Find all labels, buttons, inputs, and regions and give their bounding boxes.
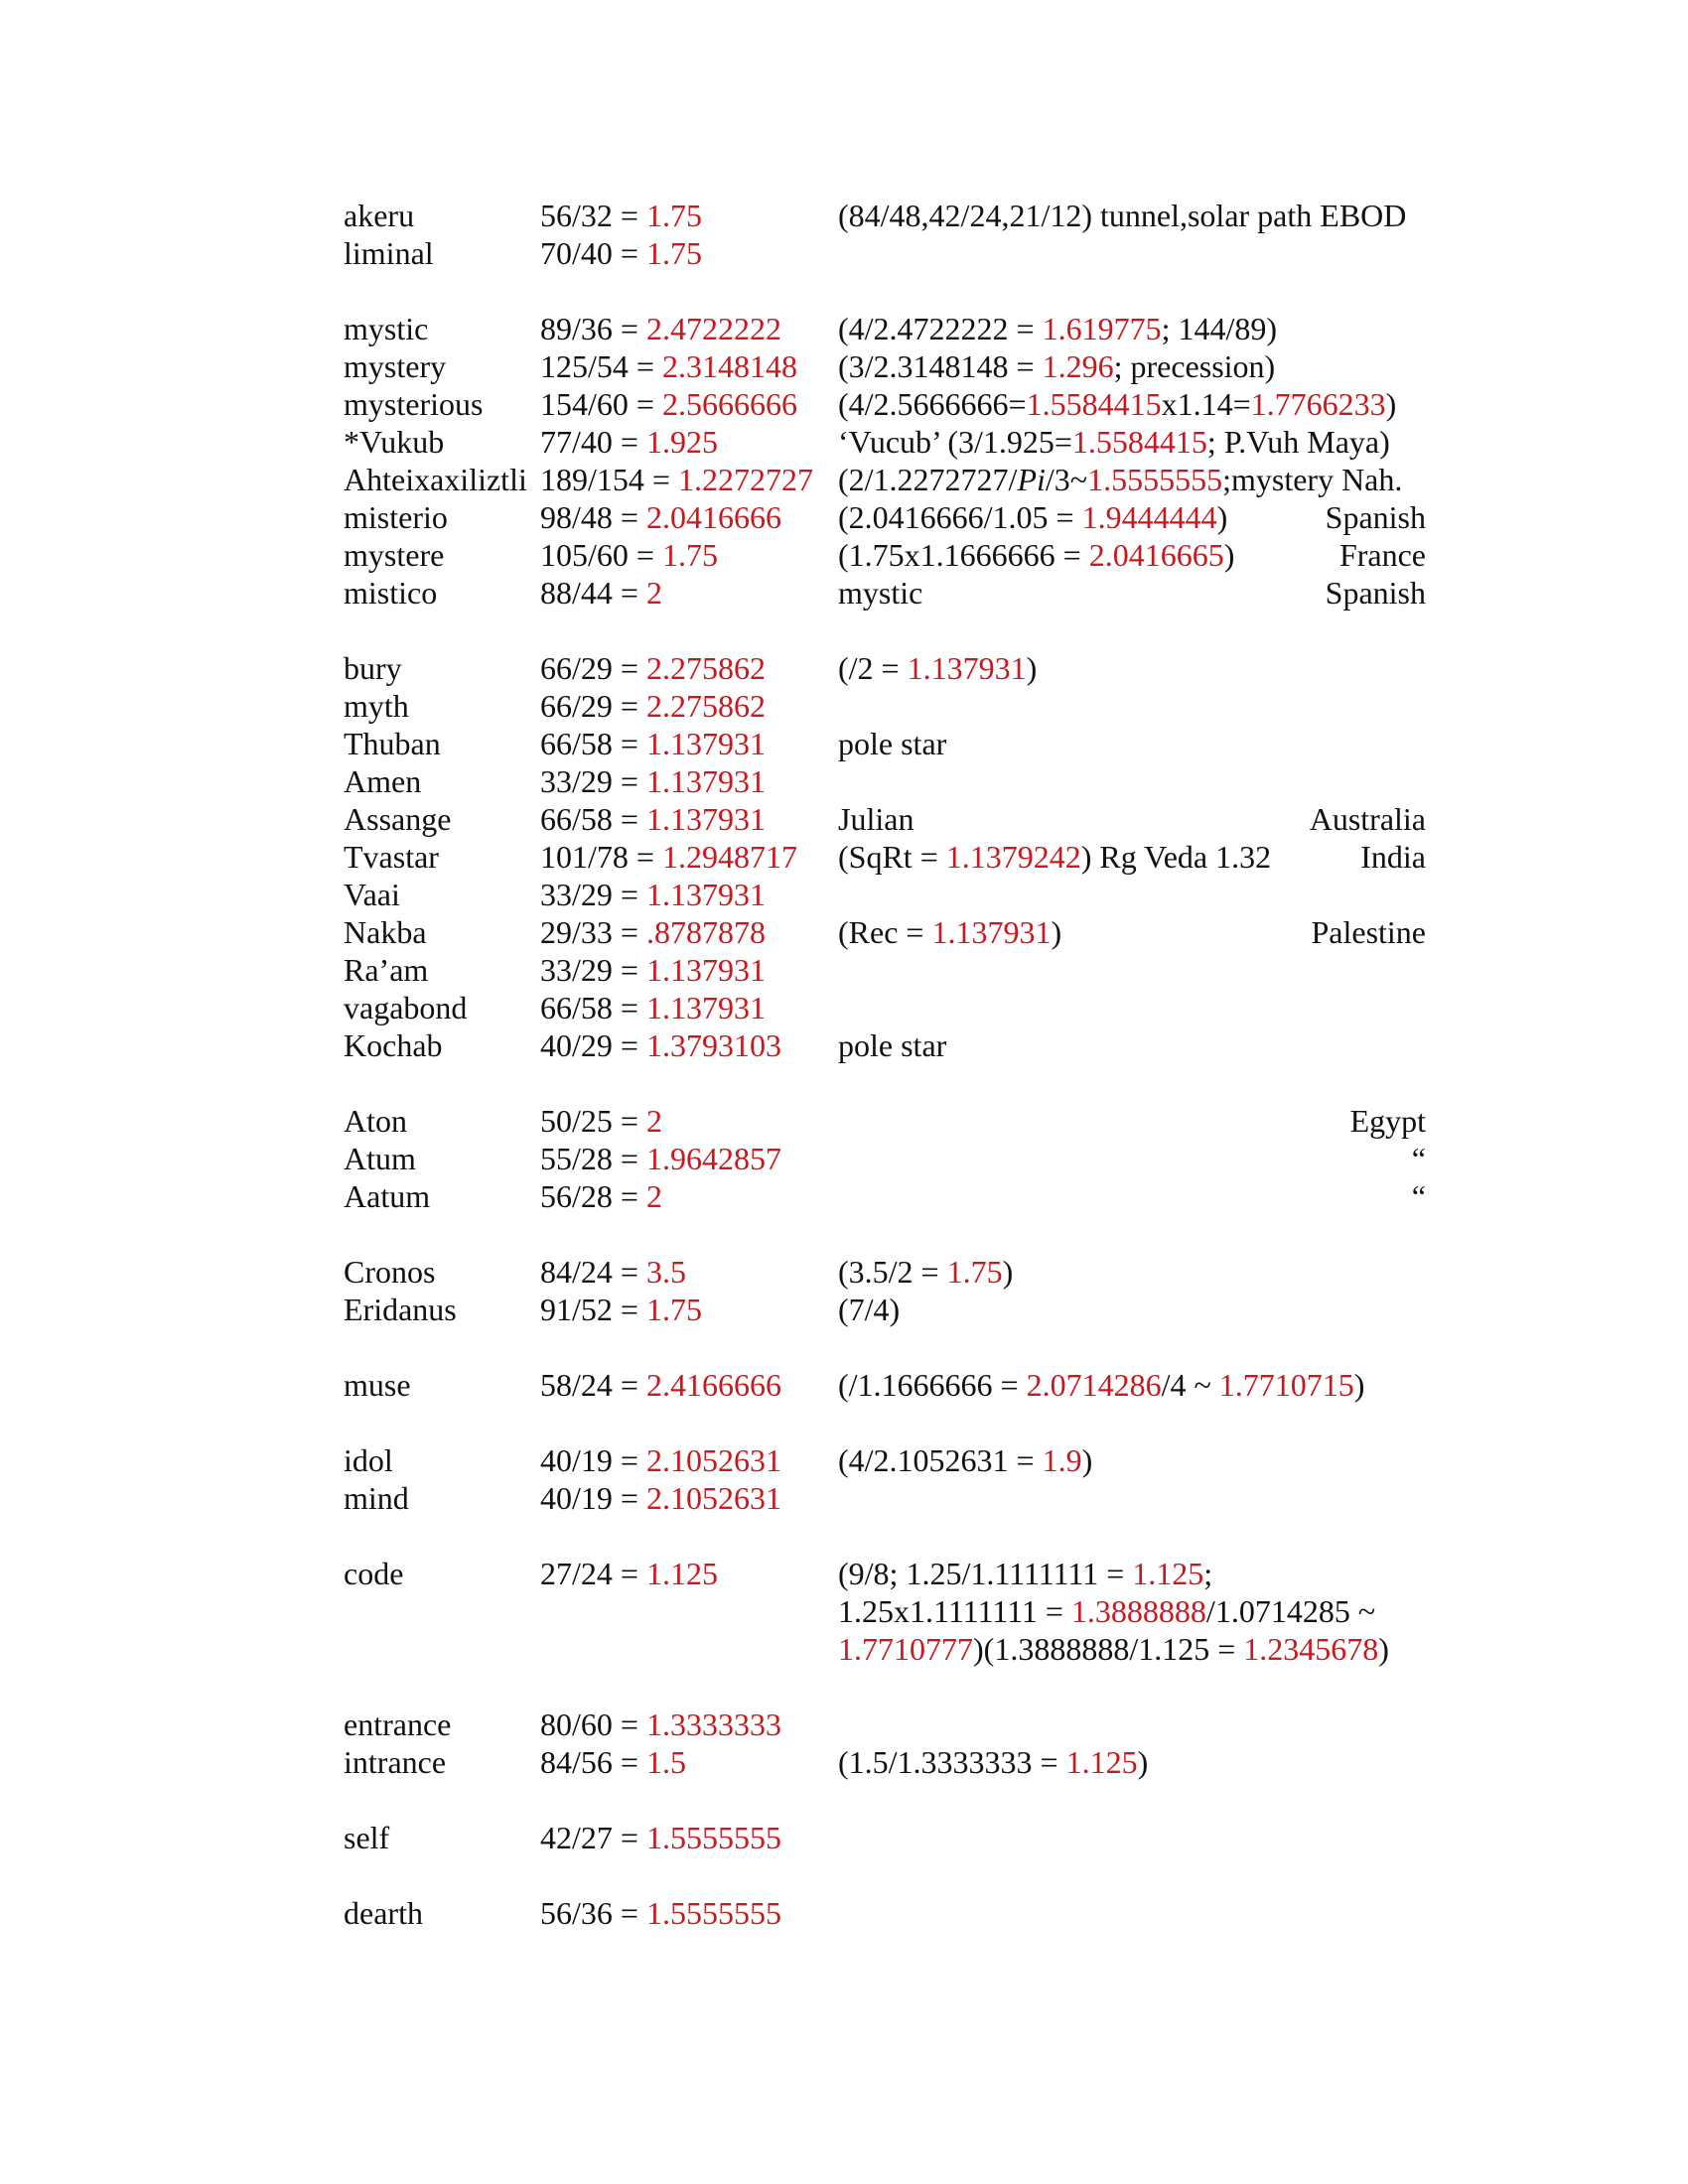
text-segment: 189/154 = xyxy=(540,462,678,497)
text-segment: 42/27 = xyxy=(540,1820,646,1855)
ratio-value: 1.925 xyxy=(645,424,718,460)
ratio-value: 1.9 xyxy=(1042,1442,1082,1478)
ratio-note xyxy=(838,1555,1212,1592)
region-label: Egypt xyxy=(1349,1103,1426,1139)
ratio-note xyxy=(838,1592,1375,1630)
text-segment: x1.14= xyxy=(1161,386,1251,422)
ratio-value: 1.125 xyxy=(645,1556,718,1591)
text-segment: ) xyxy=(1051,914,1062,950)
ratio-note xyxy=(838,498,1227,536)
text-segment: )(1.3888888/1.125 = xyxy=(973,1631,1244,1667)
text-segment: ; xyxy=(1203,1556,1213,1591)
region-label: “ xyxy=(1411,1178,1426,1214)
text-segment: (3.5/2 = xyxy=(838,1254,947,1290)
region-label: France xyxy=(1338,537,1426,573)
ratio-equation xyxy=(540,951,766,989)
text-segment: 98/48 = xyxy=(540,499,646,535)
text-segment: 40/19 = xyxy=(540,1480,646,1516)
table-row xyxy=(344,423,1426,461)
text-segment: 84/56 = xyxy=(540,1744,646,1780)
text-segment: ) xyxy=(1002,1254,1014,1290)
word-label: mystery xyxy=(344,348,447,384)
region-label: “ xyxy=(1411,1141,1426,1176)
text-segment: (4/2.1052631 = xyxy=(838,1442,1043,1478)
region-label: Spanish xyxy=(1325,499,1426,535)
ratio-value: 1.5584415 xyxy=(1026,386,1162,422)
text-segment: 84/24 = xyxy=(540,1254,646,1290)
text-segment: 58/24 = xyxy=(540,1367,646,1403)
ratio-equation xyxy=(540,649,766,687)
text-segment: ) Rg Veda 1.32 xyxy=(1080,839,1272,875)
text-segment: ; 144/89) xyxy=(1161,311,1278,346)
text-segment: 66/58 = xyxy=(540,726,646,761)
ratio-value: 2 xyxy=(645,575,662,611)
ratio-equation xyxy=(540,1479,781,1517)
word-label: Kochab xyxy=(344,1027,443,1063)
text-segment: ;mystery Nah. xyxy=(1222,462,1403,497)
ratio-value: 1.75 xyxy=(645,235,702,271)
table-row xyxy=(344,1441,1426,1479)
ratio-equation xyxy=(540,687,766,725)
word-label: Amen xyxy=(344,763,422,799)
text-segment: 56/36 = xyxy=(540,1895,646,1931)
ratio-value: 1.137931 xyxy=(645,763,766,799)
ratio-value: 2.4166666 xyxy=(645,1367,781,1403)
text-segment: 27/24 = xyxy=(540,1556,646,1591)
ratio-value: 1.75 xyxy=(645,198,702,233)
word-label: Eridanus xyxy=(344,1292,457,1327)
text-segment: 33/29 = xyxy=(540,952,646,988)
ratio-value: 1.5 xyxy=(645,1744,686,1780)
ratio-value: 1.3333333 xyxy=(645,1706,781,1742)
text-segment: Pi xyxy=(1017,462,1046,497)
word-label: liminal xyxy=(344,235,434,271)
ratio-value: 1.137931 xyxy=(645,990,766,1025)
text-segment: 101/78 = xyxy=(540,839,662,875)
ratio-value: 1.75 xyxy=(946,1254,1003,1290)
word-label: Nakba xyxy=(344,914,427,950)
text-segment: (84/48,42/24,21/12) tunnel,solar path EBOD xyxy=(838,198,1407,233)
text-segment: ) xyxy=(1026,650,1038,686)
text-segment: ) xyxy=(1081,1442,1093,1478)
text-segment: 66/58 = xyxy=(540,990,646,1025)
text-segment: ) xyxy=(1137,1744,1149,1780)
section-gap xyxy=(344,1668,1426,1706)
word-label: Cronos xyxy=(344,1254,436,1290)
ratio-equation xyxy=(540,1743,686,1781)
document-body xyxy=(344,197,1426,1932)
ratio-equation xyxy=(540,574,662,612)
text-segment: (4/2.5666666= xyxy=(838,386,1027,422)
ratio-note xyxy=(838,347,1275,385)
table-row xyxy=(344,687,1426,725)
ratio-value: 2.3148148 xyxy=(661,348,797,384)
ratio-equation xyxy=(540,1894,781,1932)
table-row xyxy=(344,913,1426,951)
ratio-note xyxy=(838,838,1271,876)
ratio-note xyxy=(838,1253,1013,1291)
ratio-value: 1.619775 xyxy=(1042,311,1162,346)
text-segment: (9/8; 1.25/1.1111111 = xyxy=(838,1556,1133,1591)
text-segment: /3~ xyxy=(1045,462,1088,497)
text-segment: ; precession) xyxy=(1113,348,1276,384)
word-label: mistico xyxy=(344,575,438,611)
word-label: Thuban xyxy=(344,726,441,761)
table-row xyxy=(344,1366,1426,1404)
ratio-equation xyxy=(540,989,766,1026)
ratio-equation xyxy=(540,1102,662,1140)
table-row xyxy=(344,725,1426,762)
word-label: Aatum xyxy=(344,1178,431,1214)
table-row xyxy=(344,1479,1426,1517)
text-segment: 33/29 = xyxy=(540,877,646,912)
ratio-equation xyxy=(540,234,702,272)
ratio-value: 1.137931 xyxy=(931,914,1052,950)
ratio-value: 1.137931 xyxy=(645,726,766,761)
ratio-value: 1.75 xyxy=(645,1292,702,1327)
ratio-value: 2.1052631 xyxy=(645,1442,781,1478)
region-label: Palestine xyxy=(1311,914,1426,950)
word-label: misterio xyxy=(344,499,448,535)
text-segment: ) xyxy=(1223,537,1235,573)
ratio-value: 1.137931 xyxy=(645,877,766,912)
ratio-value: 2.1052631 xyxy=(645,1480,781,1516)
ratio-note xyxy=(838,423,1390,461)
table-row xyxy=(344,234,1426,272)
table-row xyxy=(344,461,1426,498)
table-row xyxy=(344,310,1426,347)
text-segment: (1.5/1.3333333 = xyxy=(838,1744,1066,1780)
text-segment: ; P.Vuh Maya) xyxy=(1206,424,1390,460)
text-segment: 50/25 = xyxy=(540,1103,646,1139)
word-label: dearth xyxy=(344,1895,423,1931)
text-segment: 80/60 = xyxy=(540,1706,646,1742)
ratio-value: 2.0416665 xyxy=(1088,537,1224,573)
ratio-note xyxy=(838,649,1037,687)
table-row xyxy=(344,498,1426,536)
ratio-equation xyxy=(540,1706,781,1743)
table-row xyxy=(344,536,1426,574)
text-segment: (3/2.3148148 = xyxy=(838,348,1043,384)
word-label: Ahteixaxiliztli xyxy=(344,462,527,497)
word-label: code xyxy=(344,1556,404,1591)
ratio-note xyxy=(838,800,914,838)
ratio-equation xyxy=(540,800,766,838)
word-label: mystere xyxy=(344,537,445,573)
ratio-value: .8787878 xyxy=(645,914,766,950)
word-label: akeru xyxy=(344,198,415,233)
ratio-value: 1.3888888 xyxy=(1070,1593,1206,1629)
word-label: bury xyxy=(344,650,402,686)
word-label: mind xyxy=(344,1480,409,1516)
section-gap xyxy=(344,272,1426,310)
region-label: Australia xyxy=(1309,801,1426,837)
text-segment: 29/33 = xyxy=(540,914,646,950)
ratio-note xyxy=(838,197,1406,234)
ratio-value: 1.137931 xyxy=(645,952,766,988)
text-segment: 125/54 = xyxy=(540,348,662,384)
text-segment: (SqRt = xyxy=(838,839,946,875)
ratio-equation xyxy=(540,385,797,423)
section-gap xyxy=(344,612,1426,649)
ratio-equation xyxy=(540,1291,702,1328)
ratio-value: 1.5584415 xyxy=(1071,424,1207,460)
ratio-value: 1.125 xyxy=(1065,1744,1138,1780)
table-row xyxy=(344,1140,1426,1177)
ratio-equation xyxy=(540,461,813,498)
ratio-equation xyxy=(540,913,766,951)
ratio-value: 1.137931 xyxy=(907,650,1027,686)
ratio-equation xyxy=(540,1366,781,1404)
word-label: vagabond xyxy=(344,990,468,1025)
text-segment: mystic xyxy=(838,575,923,611)
table-row xyxy=(344,838,1426,876)
table-row xyxy=(344,649,1426,687)
ratio-value: 2.275862 xyxy=(645,688,766,724)
ratio-value: 1.5555555 xyxy=(1087,462,1223,497)
table-row xyxy=(344,385,1426,423)
ratio-value: 1.9642857 xyxy=(645,1141,781,1176)
word-label: self xyxy=(344,1820,390,1855)
section-gap xyxy=(344,1856,1426,1894)
text-segment: 70/40 = xyxy=(540,235,646,271)
text-segment: 91/52 = xyxy=(540,1292,646,1327)
text-segment: /4 ~ xyxy=(1161,1367,1219,1403)
section-gap xyxy=(344,1215,1426,1253)
text-segment: pole star xyxy=(838,726,947,761)
word-label: mysterious xyxy=(344,386,484,422)
ratio-value: 2.4722222 xyxy=(645,311,781,346)
text-segment: ) xyxy=(1385,386,1397,422)
ratio-equation xyxy=(540,1819,781,1856)
ratio-value: 1.137931 xyxy=(645,801,766,837)
text-segment: (7/4) xyxy=(838,1292,901,1327)
text-segment: ) xyxy=(1216,499,1228,535)
ratio-value: 2.5666666 xyxy=(661,386,797,422)
ratio-value: 1.9444444 xyxy=(1081,499,1217,535)
text-segment: 105/60 = xyxy=(540,537,662,573)
table-row xyxy=(344,1102,1426,1140)
text-segment: 88/44 = xyxy=(540,575,646,611)
section-gap xyxy=(344,1064,1426,1102)
text-segment: 55/28 = xyxy=(540,1141,646,1176)
word-label: mystic xyxy=(344,311,429,346)
ratio-note xyxy=(838,1026,946,1064)
ratio-note xyxy=(838,310,1277,347)
word-label: idol xyxy=(344,1442,393,1478)
text-segment: ‘Vucub’ (3/1.925= xyxy=(838,424,1072,460)
word-label: *Vukub xyxy=(344,424,445,460)
table-row xyxy=(344,574,1426,612)
text-segment: /1.0714285 ~ xyxy=(1205,1593,1376,1629)
text-segment: 154/60 = xyxy=(540,386,662,422)
text-segment: 56/28 = xyxy=(540,1178,646,1214)
table-row xyxy=(344,951,1426,989)
ratio-note xyxy=(838,1743,1148,1781)
ratio-equation xyxy=(540,423,718,461)
ratio-note xyxy=(838,385,1396,423)
ratio-equation xyxy=(540,876,766,913)
table-row xyxy=(344,876,1426,913)
table-row xyxy=(344,1706,1426,1743)
ratio-value: 1.5555555 xyxy=(645,1895,781,1931)
ratio-value: 1.7766233 xyxy=(1250,386,1386,422)
ratio-equation xyxy=(540,1177,662,1215)
text-segment: (/2 = xyxy=(838,650,908,686)
ratio-equation xyxy=(540,838,797,876)
text-segment: pole star xyxy=(838,1027,947,1063)
ratio-equation xyxy=(540,1441,781,1479)
word-label: intrance xyxy=(344,1744,447,1780)
table-row xyxy=(344,347,1426,385)
ratio-value: 1.7710715 xyxy=(1218,1367,1354,1403)
ratio-value: 2.0714286 xyxy=(1026,1367,1162,1403)
ratio-value: 3.5 xyxy=(645,1254,686,1290)
ratio-value: 1.2948717 xyxy=(661,839,797,875)
ratio-equation xyxy=(540,762,766,800)
text-segment: 77/40 = xyxy=(540,424,646,460)
table-row xyxy=(344,989,1426,1026)
ratio-equation xyxy=(540,197,702,234)
table-row xyxy=(344,1555,1426,1592)
table-row xyxy=(344,1026,1426,1064)
text-segment: ) xyxy=(1378,1631,1389,1667)
table-row xyxy=(344,1253,1426,1291)
ratio-equation xyxy=(540,347,797,385)
ratio-equation xyxy=(540,1555,718,1592)
text-segment: 66/29 = xyxy=(540,650,646,686)
text-segment: Julian xyxy=(838,801,914,837)
ratio-equation xyxy=(540,725,766,762)
ratio-value: 1.7710777 xyxy=(838,1631,973,1667)
ratio-value: 1.1379242 xyxy=(945,839,1081,875)
word-label: Assange xyxy=(344,801,452,837)
section-gap xyxy=(344,1404,1426,1441)
ratio-note xyxy=(838,1291,900,1328)
ratio-note xyxy=(838,1366,1364,1404)
text-segment: (1.75x1.1666666 = xyxy=(838,537,1089,573)
table-row xyxy=(344,1592,1426,1630)
ratio-value: 1.2345678 xyxy=(1243,1631,1379,1667)
ratio-value: 1.296 xyxy=(1042,348,1114,384)
text-segment: ) xyxy=(1353,1367,1365,1403)
text-segment: (2.0416666/1.05 = xyxy=(838,499,1082,535)
text-segment: (/1.1666666 = xyxy=(838,1367,1027,1403)
ratio-note xyxy=(838,913,1061,951)
ratio-equation xyxy=(540,1026,781,1064)
text-segment: 40/29 = xyxy=(540,1027,646,1063)
word-label: Atum xyxy=(344,1141,416,1176)
text-segment: 66/29 = xyxy=(540,688,646,724)
ratio-equation xyxy=(540,1253,686,1291)
table-row xyxy=(344,1630,1426,1668)
section-gap xyxy=(344,1328,1426,1366)
text-segment: (2/1.2272727/ xyxy=(838,462,1018,497)
ratio-equation xyxy=(540,536,718,574)
ratio-equation xyxy=(540,1140,781,1177)
ratio-value: 1.5555555 xyxy=(645,1820,781,1855)
table-row xyxy=(344,1291,1426,1328)
region-label: Spanish xyxy=(1325,575,1426,611)
table-row xyxy=(344,1894,1426,1932)
table-row xyxy=(344,1819,1426,1856)
text-segment: (Rec = xyxy=(838,914,932,950)
region-label: India xyxy=(1360,839,1426,875)
ratio-note xyxy=(838,1441,1092,1479)
ratio-value: 1.125 xyxy=(1132,1556,1204,1591)
text-segment: 1.25x1.1111111 = xyxy=(838,1593,1071,1629)
ratio-value: 1.75 xyxy=(661,537,718,573)
ratio-value: 2 xyxy=(645,1178,662,1214)
ratio-note xyxy=(838,536,1234,574)
ratio-value: 2.0416666 xyxy=(645,499,781,535)
text-segment: 89/36 = xyxy=(540,311,646,346)
word-label: Ra’am xyxy=(344,952,429,988)
word-label: Vaai xyxy=(344,877,400,912)
ratio-value: 2.275862 xyxy=(645,650,766,686)
ratio-value: 1.2272727 xyxy=(677,462,813,497)
ratio-note xyxy=(838,1630,1389,1668)
table-row xyxy=(344,762,1426,800)
word-label: Aton xyxy=(344,1103,407,1139)
table-row xyxy=(344,800,1426,838)
text-segment: (4/2.4722222 = xyxy=(838,311,1043,346)
word-label: myth xyxy=(344,688,409,724)
ratio-note xyxy=(838,725,946,762)
table-row xyxy=(344,1743,1426,1781)
word-label: entrance xyxy=(344,1706,452,1742)
section-gap xyxy=(344,1781,1426,1819)
ratio-equation xyxy=(540,310,781,347)
word-label: Tvastar xyxy=(344,839,439,875)
section-gap xyxy=(344,1517,1426,1555)
ratio-value: 1.3793103 xyxy=(645,1027,781,1063)
text-segment: 66/58 = xyxy=(540,801,646,837)
table-row xyxy=(344,1177,1426,1215)
ratio-value: 2 xyxy=(645,1103,662,1139)
table-row xyxy=(344,197,1426,234)
ratio-note xyxy=(838,461,1402,498)
ratio-note xyxy=(838,574,922,612)
word-label: muse xyxy=(344,1367,411,1403)
text-segment: 40/19 = xyxy=(540,1442,646,1478)
ratio-equation xyxy=(540,498,781,536)
text-segment: 56/32 = xyxy=(540,198,646,233)
text-segment: 33/29 = xyxy=(540,763,646,799)
